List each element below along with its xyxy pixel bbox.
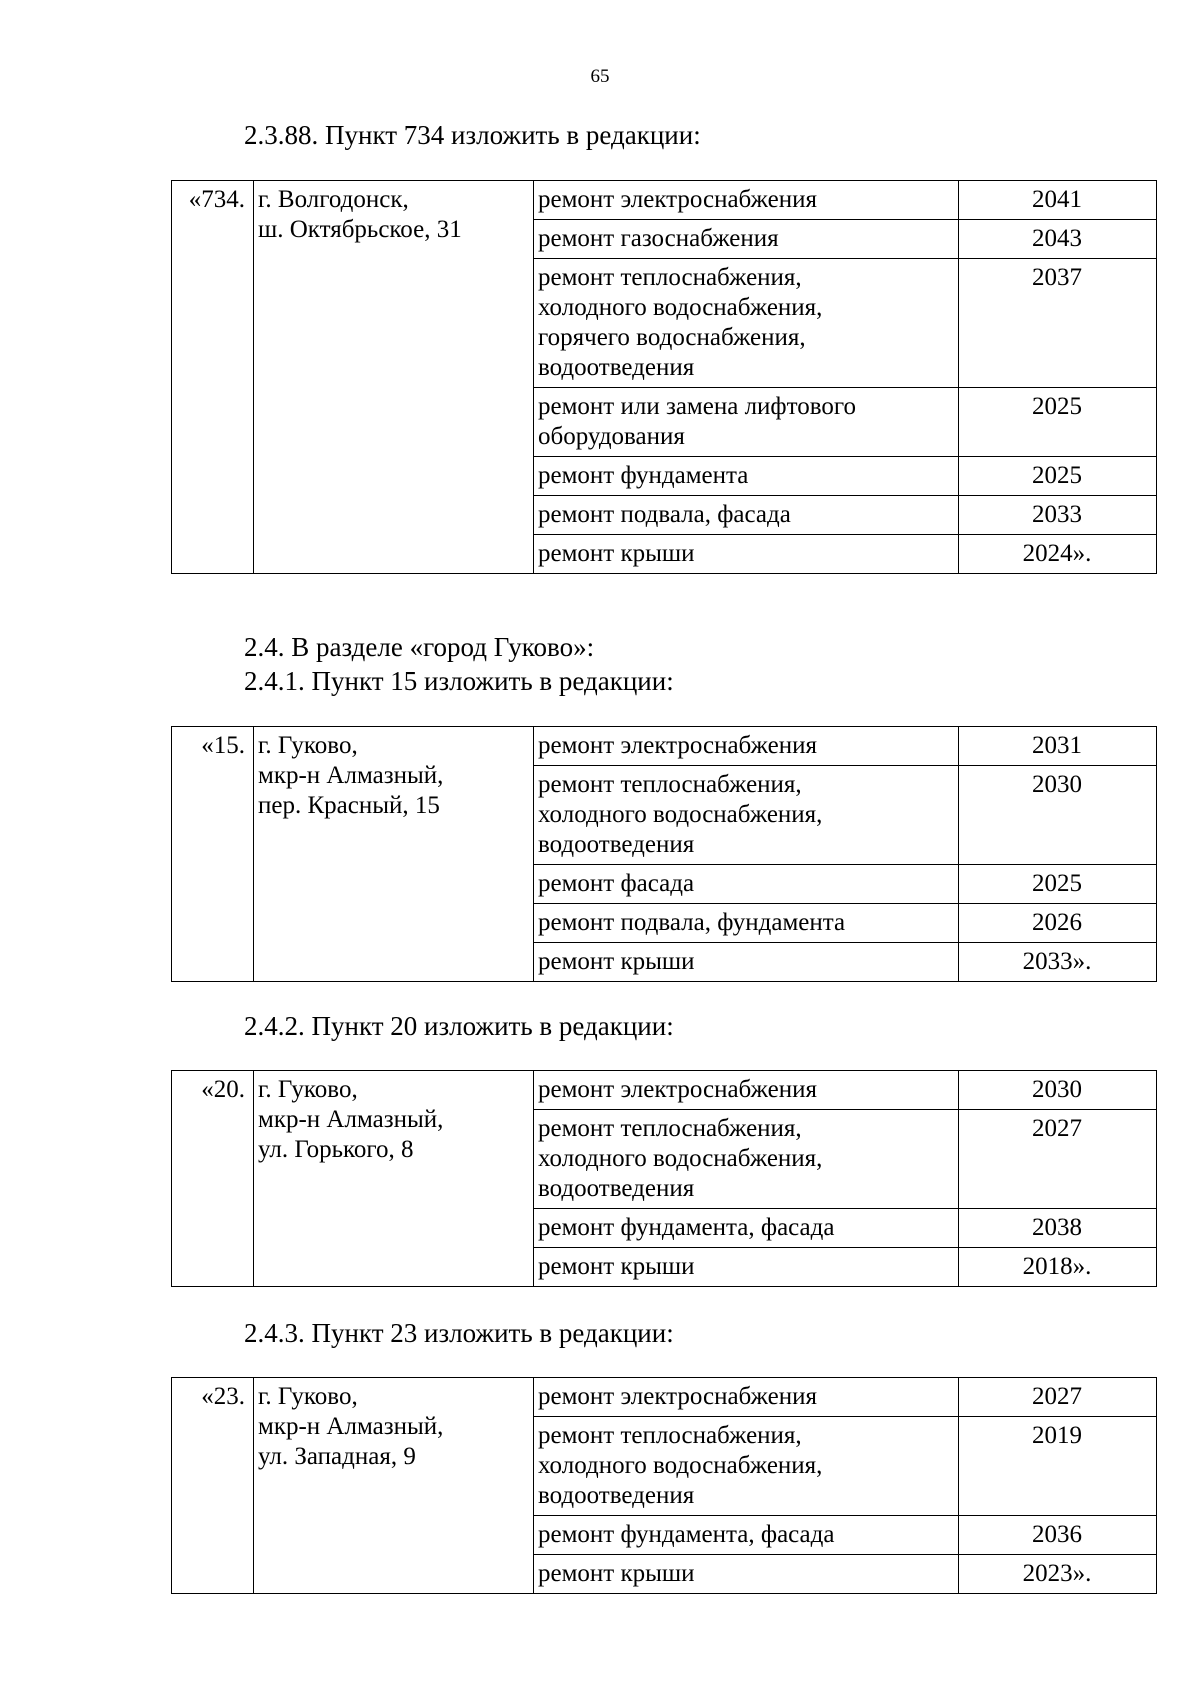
work-type-line: ремонт теплоснабжения, — [538, 1422, 802, 1449]
work-type-line: ремонт подвала, фасада — [538, 501, 791, 528]
work-type-line: холодного водоснабжения, — [538, 801, 823, 828]
work-type-line: ремонт газоснабжения — [538, 225, 779, 252]
work-type-line: ремонт крыши — [538, 1253, 695, 1280]
address-line: ул. Западная, 9 — [258, 1443, 416, 1470]
work-type-line: ремонт подвала, фундамента — [538, 909, 846, 936]
address-line: ул. Горького, 8 — [258, 1136, 414, 1163]
year-cell: 2019 — [959, 1417, 1157, 1516]
work-type-line: холодного водоснабжения, — [538, 294, 823, 321]
table-row — [172, 181, 1157, 220]
work-type-line: ремонт крыши — [538, 540, 695, 567]
page-number: 65 — [590, 66, 610, 87]
work-type-line: ремонт или замена лифтового — [538, 393, 856, 420]
year-cell: 2025 — [959, 457, 1157, 496]
work-type-line: ремонт электроснабжения — [538, 1383, 817, 1410]
year-cell: 2024». — [959, 535, 1157, 574]
works-table-15 — [171, 726, 1157, 982]
year-cell: 2025 — [959, 865, 1157, 904]
work-type-line: ремонт электроснабжения — [538, 1076, 817, 1103]
table-row — [172, 1071, 1157, 1110]
address-line: г. Гуково, — [258, 1383, 358, 1410]
address-line: ш. Октябрьское, 31 — [258, 216, 462, 243]
year-cell: 2041 — [959, 181, 1157, 220]
work-type-cell — [534, 259, 959, 388]
work-type-cell — [534, 1209, 959, 1248]
address-line: г. Волгодонск, — [258, 186, 409, 213]
year-cell: 2018». — [959, 1248, 1157, 1287]
year-cell: 2027 — [959, 1378, 1157, 1417]
work-type-cell — [534, 1417, 959, 1516]
address-line: мкр-н Алмазный, — [258, 762, 444, 789]
year-cell: 2023». — [959, 1555, 1157, 1594]
item-number: «23. — [172, 1378, 254, 1594]
works-table-734 — [171, 180, 1157, 574]
work-type-line: водоотведения — [538, 831, 695, 858]
work-type-line: ремонт фундамента, фасада — [538, 1214, 835, 1241]
year-cell: 2030 — [959, 766, 1157, 865]
work-type-cell — [534, 766, 959, 865]
year-cell: 2033 — [959, 496, 1157, 535]
work-type-cell — [534, 496, 959, 535]
work-type-cell — [534, 1071, 959, 1110]
work-type-line: водоотведения — [538, 1175, 695, 1202]
year-cell: 2026 — [959, 904, 1157, 943]
item-number: «15. — [172, 727, 254, 982]
work-type-cell — [534, 1378, 959, 1417]
work-type-line: водоотведения — [538, 1482, 695, 1509]
year-cell: 2025 — [959, 388, 1157, 457]
work-type-cell — [534, 1110, 959, 1209]
work-type-cell — [534, 904, 959, 943]
heading-2-4-3: 2.4.3. Пункт 23 изложить в редакции: — [244, 1318, 674, 1348]
work-type-cell — [534, 535, 959, 574]
work-type-line: ремонт электроснабжения — [538, 732, 817, 759]
work-type-cell — [534, 181, 959, 220]
year-cell: 2038 — [959, 1209, 1157, 1248]
works-table-23 — [171, 1377, 1157, 1594]
year-cell: 2036 — [959, 1516, 1157, 1555]
work-type-cell — [534, 943, 959, 982]
work-type-line: ремонт крыши — [538, 948, 695, 975]
work-type-cell — [534, 388, 959, 457]
work-type-line: ремонт фасада — [538, 870, 695, 897]
year-cell: 2033». — [959, 943, 1157, 982]
work-type-cell — [534, 1516, 959, 1555]
work-type-cell — [534, 220, 959, 259]
work-type-line: ремонт крыши — [538, 1560, 695, 1587]
work-type-line: горячего водоснабжения, — [538, 324, 806, 351]
work-type-line: ремонт теплоснабжения, — [538, 771, 802, 798]
item-number: «20. — [172, 1071, 254, 1287]
work-type-line: холодного водоснабжения, — [538, 1145, 823, 1172]
address-cell — [254, 727, 534, 982]
heading-2-4-2: 2.4.2. Пункт 20 изложить в редакции: — [244, 1011, 674, 1041]
work-type-cell — [534, 727, 959, 766]
work-type-line: холодного водоснабжения, — [538, 1452, 823, 1479]
heading-2-4-1: 2.4.1. Пункт 15 изложить в редакции: — [244, 666, 674, 696]
address-cell — [254, 1378, 534, 1594]
year-cell: 2027 — [959, 1110, 1157, 1209]
address-line: пер. Красный, 15 — [258, 792, 440, 819]
year-cell: 2037 — [959, 259, 1157, 388]
work-type-line: ремонт фундамента — [538, 462, 749, 489]
work-type-cell — [534, 457, 959, 496]
address-line: г. Гуково, — [258, 732, 358, 759]
year-cell: 2030 — [959, 1071, 1157, 1110]
address-cell — [254, 181, 534, 574]
heading-2-3-88: 2.3.88. Пункт 734 изложить в редакции: — [244, 120, 701, 150]
work-type-cell — [534, 1248, 959, 1287]
work-type-line: ремонт фундамента, фасада — [538, 1521, 835, 1548]
work-type-line: оборудования — [538, 423, 685, 450]
work-type-line: ремонт теплоснабжения, — [538, 1115, 802, 1142]
address-line: г. Гуково, — [258, 1076, 358, 1103]
work-type-cell — [534, 865, 959, 904]
work-type-line: водоотведения — [538, 354, 695, 381]
year-cell: 2043 — [959, 220, 1157, 259]
work-type-line: ремонт теплоснабжения, — [538, 264, 802, 291]
work-type-line: ремонт электроснабжения — [538, 186, 817, 213]
year-cell: 2031 — [959, 727, 1157, 766]
heading-2-4: 2.4. В разделе «город Гуково»: — [244, 632, 595, 662]
works-table-20 — [171, 1070, 1157, 1287]
work-type-cell — [534, 1555, 959, 1594]
item-number: «734. — [172, 181, 254, 574]
address-line: мкр-н Алмазный, — [258, 1106, 444, 1133]
table-row — [172, 1378, 1157, 1417]
address-cell — [254, 1071, 534, 1287]
address-line: мкр-н Алмазный, — [258, 1413, 444, 1440]
table-row — [172, 727, 1157, 766]
